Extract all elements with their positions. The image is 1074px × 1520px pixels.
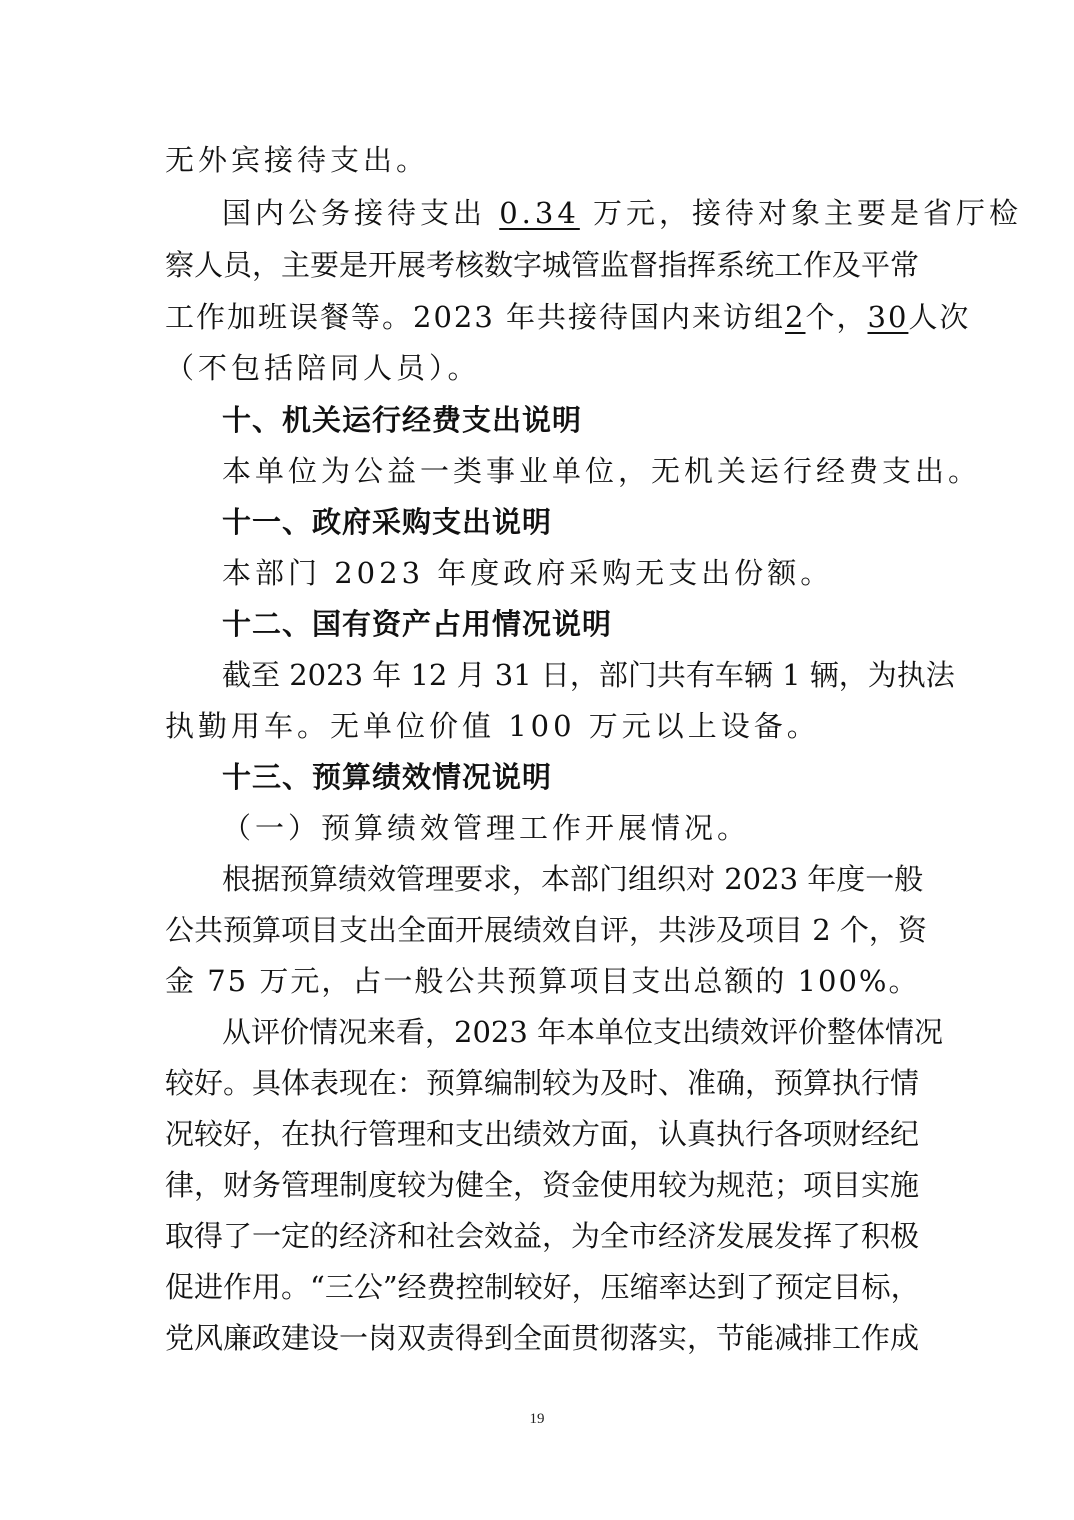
body-line: 工作加班误餐等。2023 年共接待国内来访组2个，30人次 — [165, 300, 971, 334]
body-line: 况较好，在执行管理和支出绩效方面，认真执行各项财经纪 — [165, 1117, 920, 1151]
body-line: 察人员，主要是开展考核数字城管监督指挥系统工作及平常 — [165, 248, 920, 282]
section-heading: 十三、预算绩效情况说明 — [222, 760, 553, 794]
body-line: 截至 2023 年 12 月 31 日，部门共有车辆 1 辆，为执法 — [222, 658, 955, 692]
amount-value: 0.34 — [499, 196, 580, 230]
body-line: 较好。具体表现在：预算编制较为及时、准确，预算执行情 — [165, 1066, 920, 1100]
body-line: 根据预算绩效管理要求，本部门组织对 2023 年度一般 — [222, 862, 924, 896]
page-number: 19 — [529, 1411, 545, 1427]
section-heading: 十一、政府采购支出说明 — [222, 505, 553, 539]
body-line: 公共预算项目支出全面开展绩效自评，共涉及项目 2 个，资 — [165, 913, 927, 947]
body-line: 本单位为公益一类事业单位，无机关运行经费支出。 — [222, 454, 982, 488]
subsection-heading: （一）预算绩效管理工作开展情况。 — [222, 811, 751, 845]
body-line: 国内公务接待支出 0.34 万元，接待对象主要是省厅检 — [222, 196, 1023, 230]
section-heading: 十、机关运行经费支出说明 — [222, 403, 583, 437]
body-line: 党风廉政建设一岗双责得到全面贯彻落实，节能减排工作成 — [165, 1321, 920, 1355]
body-line: 促进作用。“三公”经费控制较好，压缩率达到了预定目标， — [165, 1270, 920, 1304]
group-count: 2 — [785, 300, 806, 334]
visitor-count: 30 — [867, 300, 909, 334]
body-line: 律，财务管理制度较为健全，资金使用较为规范；项目实施 — [165, 1168, 920, 1202]
body-line: 无外宾接待支出。 — [165, 143, 430, 177]
body-line: 执勤用车。无单位价值 100 万元以上设备。 — [165, 709, 820, 743]
body-line: 从评价情况来看，2023 年本单位支出绩效评价整体情况 — [222, 1015, 944, 1049]
body-line: 金 75 万元，占一般公共预算项目支出总额的 100%。 — [165, 964, 920, 998]
section-heading: 十二、国有资产占用情况说明 — [222, 607, 613, 641]
body-line: （不包括陪同人员）。 — [165, 351, 481, 385]
body-line: 本部门 2023 年度政府采购无支出份额。 — [222, 556, 834, 590]
body-line: 取得了一定的经济和社会效益，为全市经济发展发挥了积极 — [165, 1219, 920, 1253]
